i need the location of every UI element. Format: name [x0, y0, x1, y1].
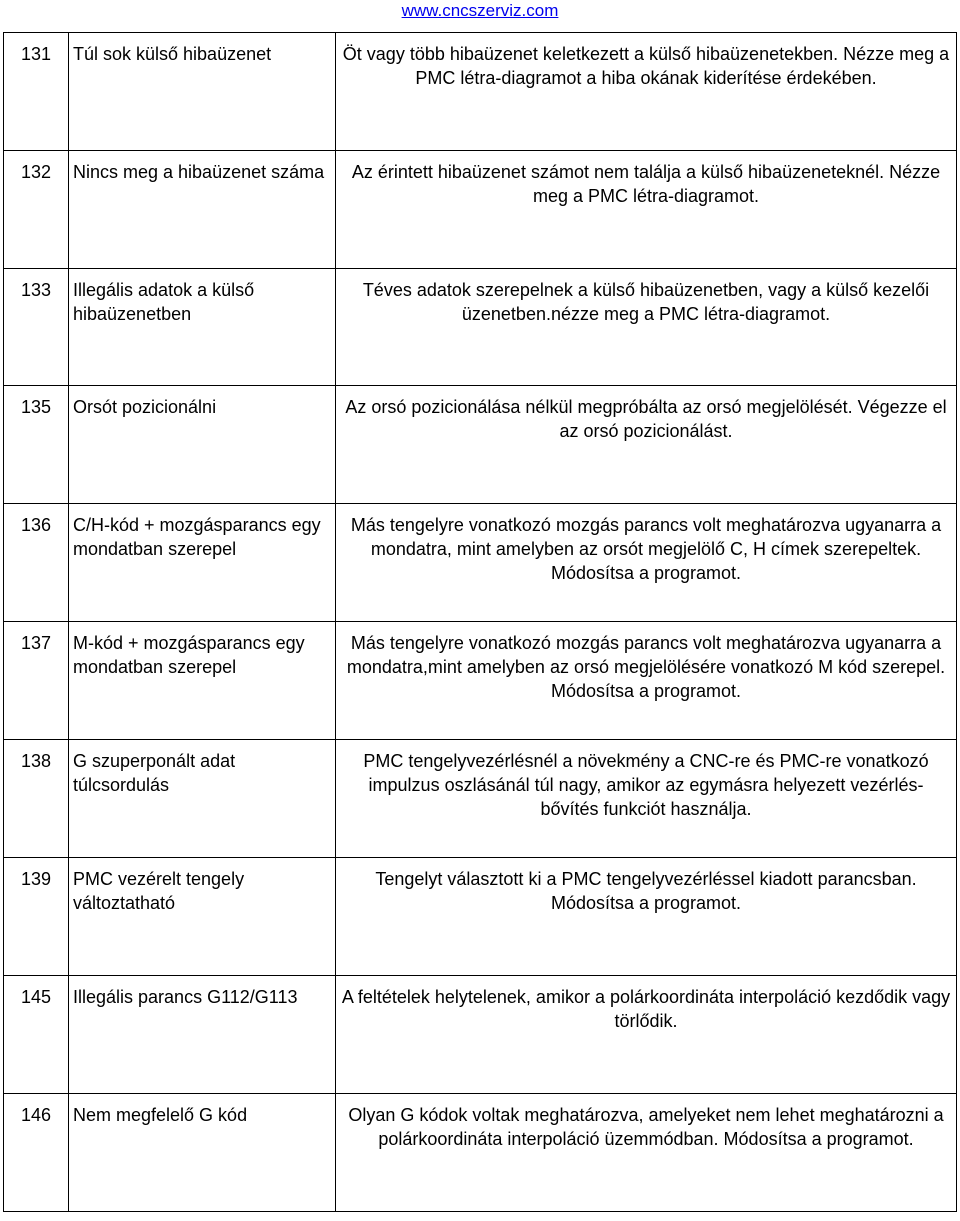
- table-row: [4, 386, 957, 504]
- table-row: [4, 1094, 957, 1212]
- website-link[interactable]: www.cncszerviz.com: [401, 1, 559, 20]
- table-row: [4, 740, 957, 858]
- error-name: PMC vezérelt tengely változtatható: [69, 858, 336, 976]
- error-code: 145: [4, 976, 69, 1094]
- error-code: 137: [4, 622, 69, 740]
- error-code: 133: [4, 269, 69, 386]
- error-code: 132: [4, 151, 69, 269]
- error-code: 135: [4, 386, 69, 504]
- error-name: Nem megfelelő G kód: [69, 1094, 336, 1212]
- error-description: Téves adatok szerepelnek a külső hibaüzenetben, vagy a külső kezelői üzenetben.nézze meg a PMC létra-diagramot.: [336, 269, 957, 386]
- table-row: [4, 976, 957, 1094]
- table-row: [4, 622, 957, 740]
- error-description: Olyan G kódok voltak meghatározva, amelyeket nem lehet meghatározni a polárkoordináta interpoláció üzemmódban. Módosítsa a programot.: [336, 1094, 957, 1212]
- error-name: Nincs meg a hibaüzenet száma: [69, 151, 336, 269]
- error-name: Illegális parancs G112/G113: [69, 976, 336, 1094]
- error-description: Az orsó pozicionálása nélkül megpróbálta az orsó megjelölését. Végezze el az orsó pozicionálást.: [336, 386, 957, 504]
- error-name: G szuperponált adat túlcsordulás: [69, 740, 336, 858]
- error-name: C/H-kód + mozgásparancs egy mondatban szerepel: [69, 504, 336, 622]
- error-code: 139: [4, 858, 69, 976]
- table-row: [4, 504, 957, 622]
- error-code-table: [3, 32, 957, 1212]
- error-name: Orsót pozicionálni: [69, 386, 336, 504]
- error-name: Túl sok külső hibaüzenet: [69, 33, 336, 151]
- table-row: [4, 151, 957, 269]
- table-row: [4, 33, 957, 151]
- table-row: [4, 269, 957, 386]
- error-name: M-kód + mozgásparancs egy mondatban szerepel: [69, 622, 336, 740]
- error-name: Illegális adatok a külső hibaüzenetben: [69, 269, 336, 386]
- table-row: [4, 858, 957, 976]
- error-description: Az érintett hibaüzenet számot nem találja a külső hibaüzeneteknél. Nézze meg a PMC létra-diagramot.: [336, 151, 957, 269]
- error-code: 136: [4, 504, 69, 622]
- error-description: Tengelyt választott ki a PMC tengelyvezérléssel kiadott parancsban. Módosítsa a programot.: [336, 858, 957, 976]
- error-description: Más tengelyre vonatkozó mozgás parancs volt meghatározva ugyanarra a mondatra,mint amelyben az orsó megjelölésére vonatkozó M kód szerepel. Módosítsa a programot.: [336, 622, 957, 740]
- error-code: 146: [4, 1094, 69, 1212]
- error-description: PMC tengelyvezérlésnél a növekmény a CNC-re és PMC-re vonatkozó impulzus oszlásánál túl nagy, amikor az egymásra helyezett vezérlés-bővítés funkciót használja.: [336, 740, 957, 858]
- error-description: Öt vagy több hibaüzenet keletkezett a külső hibaüzenetekben. Nézze meg a PMC létra-diagramot a hiba okának kiderítése érdekében.: [336, 33, 957, 151]
- error-code: 131: [4, 33, 69, 151]
- error-code: 138: [4, 740, 69, 858]
- error-description: Más tengelyre vonatkozó mozgás parancs volt meghatározva ugyanarra a mondatra, mint amelyben az orsót megjelölő C, H címek szerepeltek. Módosítsa a programot.: [336, 504, 957, 622]
- error-description: A feltételek helytelenek, amikor a polárkoordináta interpoláció kezdődik vagy törlődik.: [336, 976, 957, 1094]
